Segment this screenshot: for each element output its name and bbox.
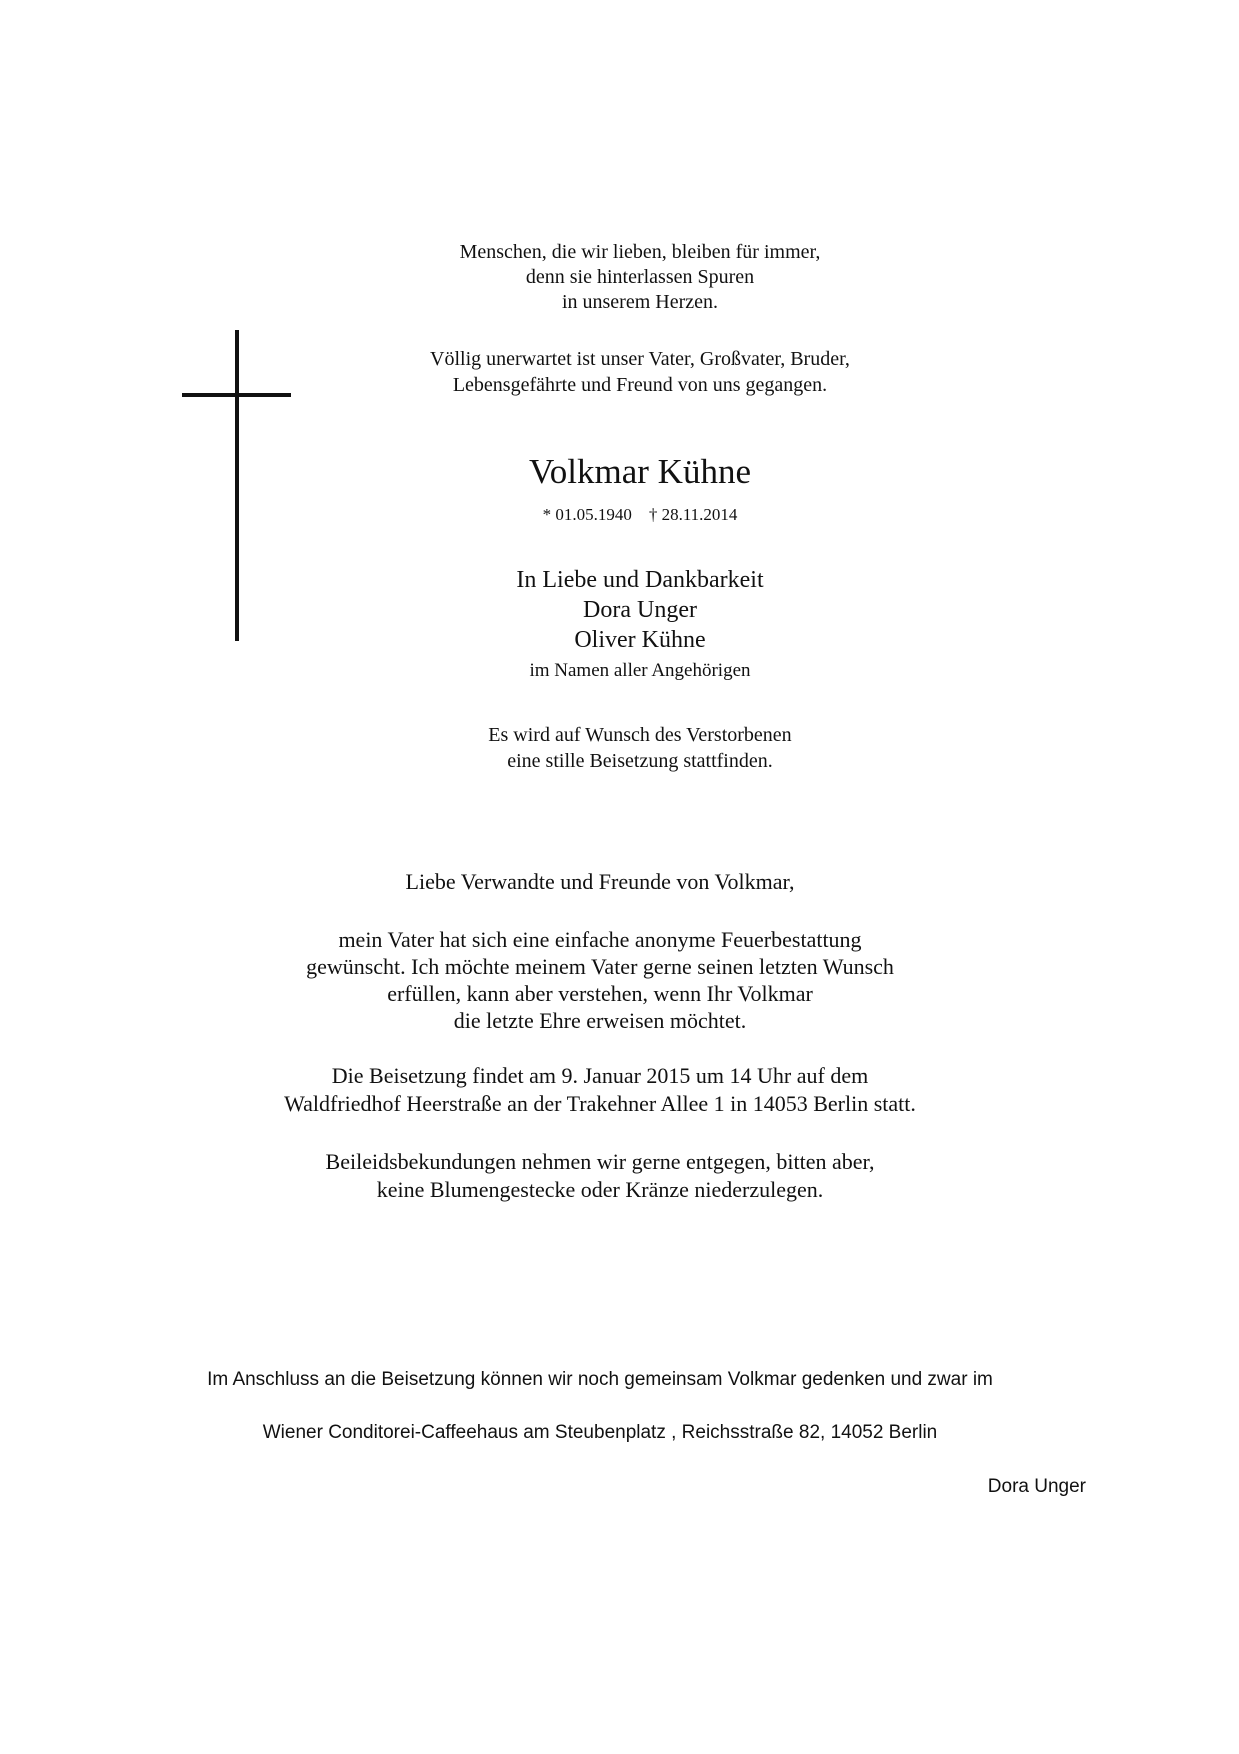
letter-body-line: erfüllen, kann aber verstehen, wenn Ihr Volkmar — [387, 981, 813, 1006]
mourner-name: Oliver Kühne — [574, 627, 706, 653]
intro-verse-line: denn sie hinterlassen Spuren — [525, 266, 755, 288]
letter-body — [230, 926, 970, 1034]
condolences-note — [240, 1148, 960, 1204]
mourners-heading: In Liebe und Dankbarkeit — [516, 567, 764, 593]
signature: Dora Unger — [987, 1476, 1086, 1497]
letter-body-line: mein Vater hat sich eine einfache anonyme Feuerbestattung — [338, 927, 862, 952]
condolences-line: Beileidsbekundungen nehmen wir gerne entgegen, bitten aber, — [325, 1149, 875, 1174]
letter-body-line: die letzte Ehre erweisen möchtet. — [453, 1008, 747, 1033]
announcement-line: Lebensgefährte und Freund von uns gegangen. — [452, 374, 828, 396]
burial-note-line: Es wird auf Wunsch des Verstorbenen — [488, 724, 792, 746]
intro-verse — [380, 240, 900, 315]
death-announcement — [380, 346, 900, 398]
intro-verse-line: in unserem Herzen. — [561, 291, 719, 313]
intro-verse-line: Menschen, die wir lieben, bleiben für immer, — [459, 241, 821, 263]
mourner-name: Dora Unger — [583, 597, 697, 623]
burial-event-details — [200, 1062, 1000, 1118]
burial-note-line: eine stille Beisetzung stattfinden. — [507, 750, 773, 772]
mourners-block — [440, 565, 840, 687]
reception-invitation: Im Anschluss an die Beisetzung können wir noch gemeinsam Volkmar gedenken und zwar im — [207, 1369, 993, 1390]
life-dates-text: * 01.05.1940 † 28.11.2014 — [542, 505, 738, 524]
cross-vertical-bar — [235, 330, 239, 641]
reception-location: Wiener Conditorei-Caffeehaus am Steubenplatz , Reichsstraße 82, 14052 Berlin — [262, 1422, 938, 1443]
letter-greeting: Liebe Verwandte und Freunde von Volkmar, — [405, 869, 795, 894]
burial-note — [400, 722, 880, 774]
deceased-name: Volkmar Kühne — [529, 452, 751, 491]
life-dates — [440, 504, 840, 526]
cross-horizontal-bar — [182, 393, 291, 397]
event-line: Waldfriedhof Heerstraße an der Trakehner Allee 1 in 14053 Berlin statt. — [284, 1091, 916, 1116]
announcement-line: Völlig unerwartet ist unser Vater, Großvater, Bruder, — [430, 348, 850, 370]
mourners-note: im Namen aller Angehörigen — [529, 660, 751, 681]
event-line: Die Beisetzung findet am 9. Januar 2015 um 14 Uhr auf dem — [331, 1063, 869, 1088]
condolences-line: keine Blumengestecke oder Kränze niederzulegen. — [376, 1177, 824, 1202]
letter-body-line: gewünscht. Ich möchte meinem Vater gerne seinen letzten Wunsch — [306, 954, 894, 979]
